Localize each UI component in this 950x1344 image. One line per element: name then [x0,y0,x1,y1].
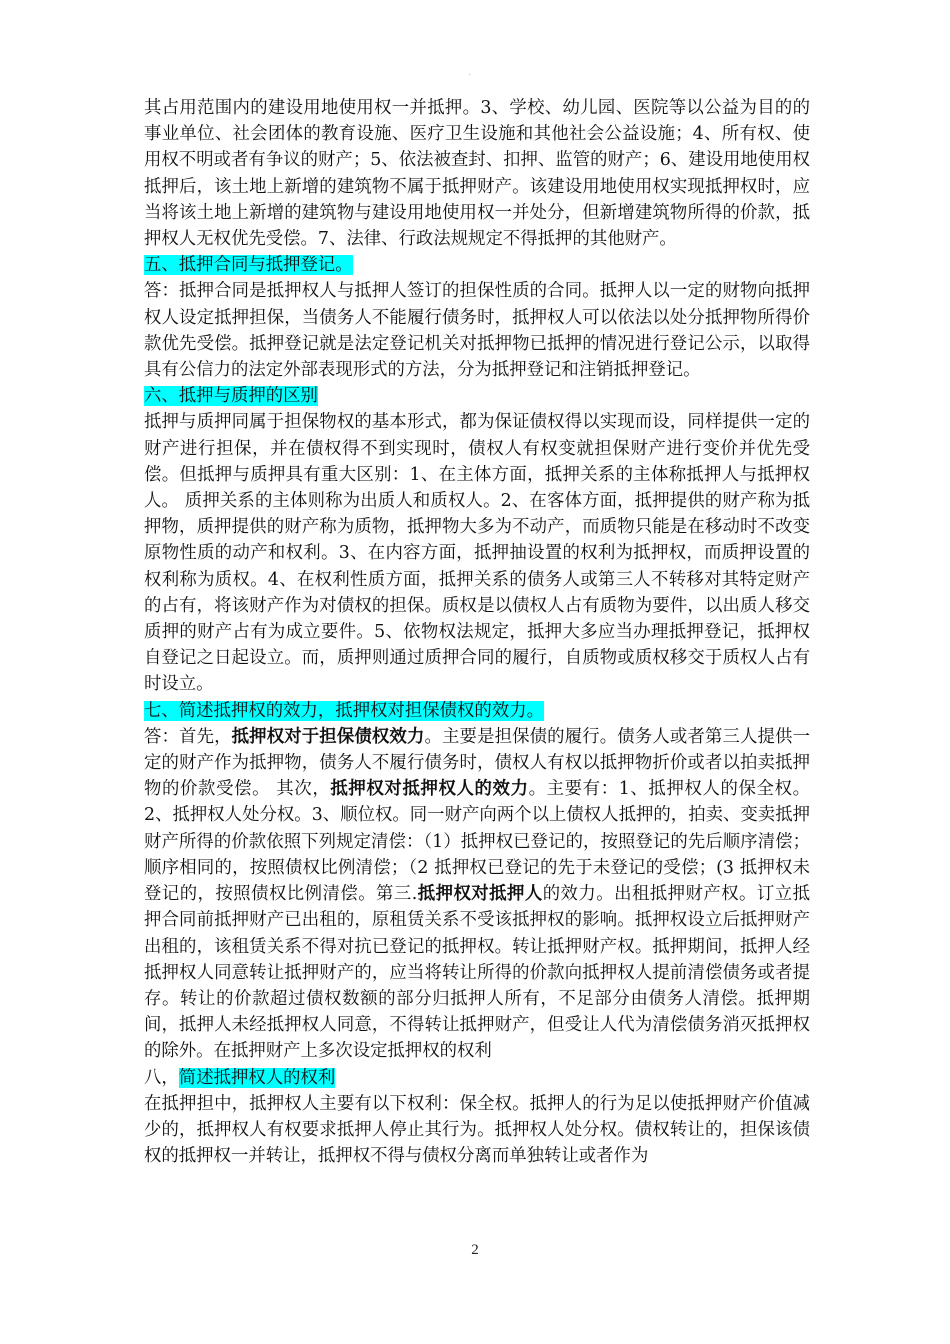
page-number: 2 [471,1242,479,1258]
paragraph-section-5: 答：抵押合同是抵押权人与抵押人签订的担保性质的合同。抵押人以一定的财物向抵押权人设定抵押担保，当债务人不能履行债务时，抵押权人可以依法以处分抵押物所得价款优先受偿。抵押登记就是法定登记机关对抵押物已抵押的情况进行登记公示，以取得具有公信力的法定外部表现形式的方法，分为抵押登记和注销抵押登记。 [144,281,810,381]
section-heading-8 [144,1065,810,1091]
para7-text-e: 的效力。出租抵押财产权。订立抵押合同前抵押财产已出租的，原租赁关系不受该抵押权的影响。抵押权设立后抵押财产出租的，该租赁关系不得对抗已登记的抵押权。转让抵押财产权。抵押期间，抵押人经抵押权人同意转让抵押财产的，应当将转让所得的价款向抵押权人提前清偿债务或者提存。转让的价款超过债权数额的部分归抵押人所有，不足部分由债务人清偿。抵押期间，抵押人未经抵押权人同意，不得转让抵押财产，但受让人代为清偿债务消灭抵押权的除外。在抵押财产上多次设定抵押权的权利 [144,884,810,1062]
section-heading-6 [144,383,810,409]
para7-bold-1: 抵押权对于担保债权效力 [231,726,425,747]
document-body [144,95,810,1169]
para7-text-c: 。主要是担保债的履行。债务人或者第三人提供一定的财产作为抵押物，债务人不履行债务时，债权人有权以抵押物折价或者以拍卖抵押物的价款受偿。 其次， [144,726,810,800]
para7-bold-3: 抵押权对抵押人 [417,884,543,905]
para7-bold-2: 抵押权对抵押权人的效力 [330,779,529,800]
paragraph-section-6: 抵押与质押同属于担保物权的基本形式，都为保证债权得以实现而设，同样提供一定的财产进行担保，并在债权得不到实现时，债权人有权变就担保财产进行变价并优先受偿。但抵押与质押具有重大区别：1、在主体方面，抵押关系的主体称抵押人与抵押权人。 质押关系的主体则称为出质人和质权人。2、在客体方面，抵押提供的财产称为抵押物，质押提供的财产称为质物，抵押物大多为不动产，而质物只能是在移动时不改变原物性质的动产和权利。3、在内容方面，抵押抽设置的权利为抵押权，而质押设置的权利称为质权。4、在权利性质方面，抵押关系的债务人或第三人不转移对其特定财产的占有，将该财产作为对债权的担保。质权是以债权人占有质物为要件，以出质人移交质押的财产占有为成立要件。5、依物权法规定，抵押大多应当办理抵押登记，抵押权自登记之日起设立。而，质押则通过质押合同的履行，自质物或质权移交于质权人占有时设立。 [144,412,810,695]
section-heading-8-text: 简述抵押权人的权利 [178,1067,336,1088]
section-heading-5-text: 五、抵押合同与抵押登记。 [144,255,353,276]
section-heading-6-text: 六、抵押与质押的区别 [144,386,318,407]
section-heading-7 [144,698,810,724]
header-mark: · [468,70,472,81]
paragraph-section-8: 在抵押担中，抵押权人主要有以下权利：保全权。抵押人的行为足以使抵押财产价值减少的，抵押权人有权要求抵押人停止其行为。抵押权人处分权。债权转让的，担保该债权的抵押权一并转让，抵押权不得与债权分离而单独转让或者作为 [144,1093,810,1167]
para7-text-d: 。主要有：1、抵押权人的保全权。2、抵押权人处分权。3、顺位权。同一财产向两个以上债权人抵押的，拍卖、变卖抵押财产所得的价款依照下列规定清偿：（1）抵押权已登记的，按照登记的先后顺序清偿；顺序相同的，按照债权比例清偿；（2 抵押权已登记的先于未登记的受偿；(3 抵押权未登记的，按照债权比例清偿。第三. [144,779,810,905]
paragraph-continued: 其占用范围内的建设用地使用权一并抵押。3、学校、幼儿园、医院等以公益为目的的事业单位、社会团体的教育设施、医疗卫生设施和其他社会公益设施；4、所有权、使用权不明或者有争议的财产；5、依法被查封、扣押、监管的财产；6、建设用地使用权抵押后，该土地上新增的建筑物不属于抵押财产。该建设用地使用权实现抵押权时，应当将该土地上新增的建筑物与建设用地使用权一并处分，但新增建筑物所得的价款，抵押权人无权优先受偿。7、法律、行政法规规定不得抵押的其他财产。 [144,98,810,250]
section-heading-7-text: 七、简述抵押权的效力，抵押权对担保债权的效力。 [144,700,544,721]
paragraph-section-7 [144,724,810,1065]
section-heading-5 [144,252,810,278]
para7-text-a: 答：首先， [144,726,232,747]
section-heading-8-prefix: 八， [144,1067,179,1088]
